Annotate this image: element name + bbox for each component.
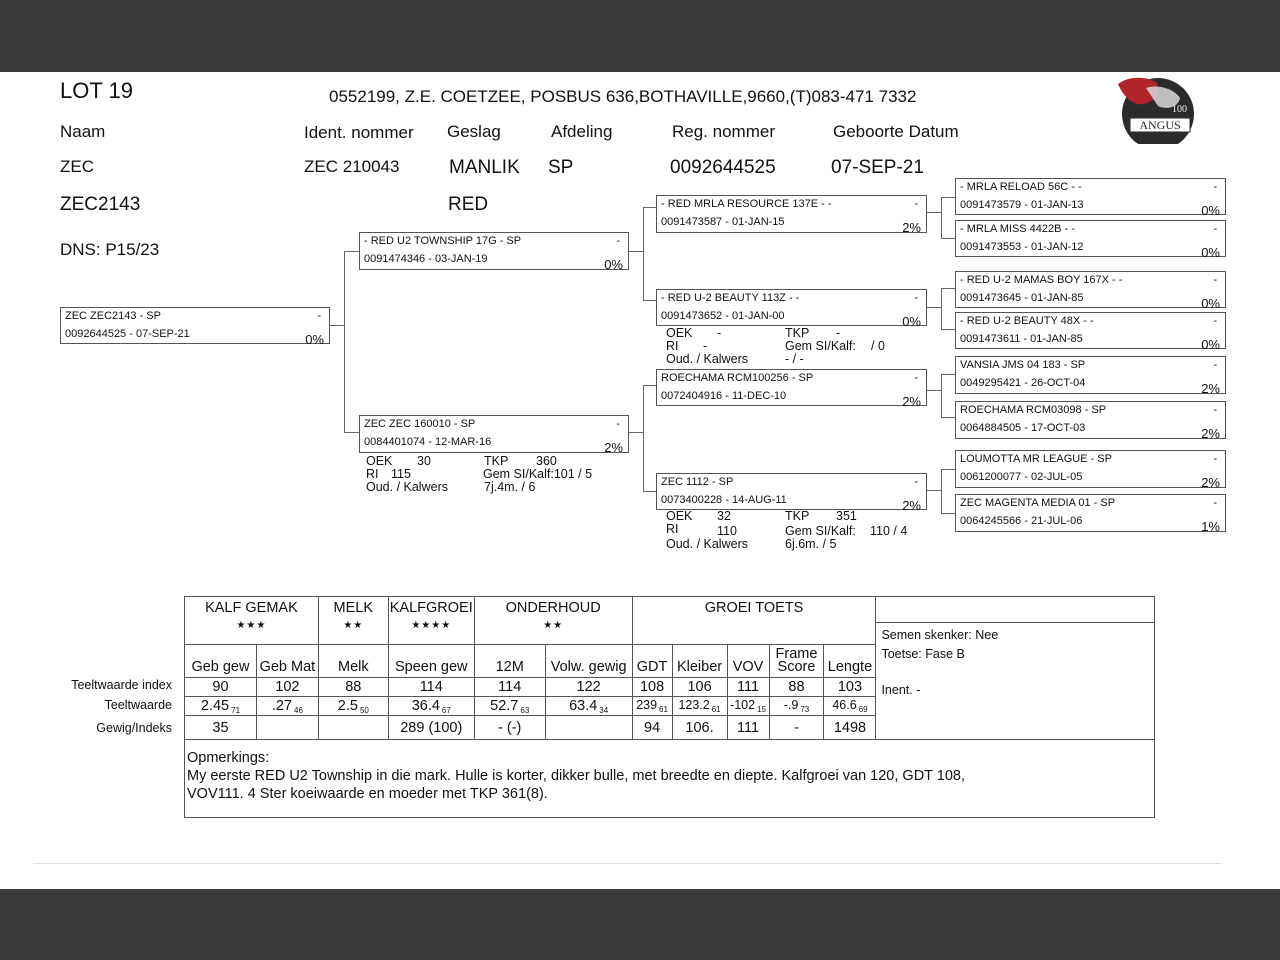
connector bbox=[643, 207, 657, 208]
index-value: 114 bbox=[474, 678, 545, 697]
connector bbox=[628, 432, 644, 433]
stat-label: RI bbox=[366, 467, 379, 481]
pedigree-reg: 0084401074 - 12-MAR-16 bbox=[364, 436, 492, 448]
pedigree-reg: 0091473652 - 01-JAN-00 bbox=[661, 310, 785, 322]
stat-label: TKP bbox=[785, 326, 810, 340]
pedigree-name: ZEC ZEC2143 - SP bbox=[65, 310, 161, 322]
pedigree-reg: 0091473579 - 01-JAN-13 bbox=[960, 199, 1084, 211]
row-label-index: Teeltwaarde index bbox=[71, 678, 172, 692]
animal-ident: ZEC 210043 bbox=[304, 157, 400, 176]
teeltwaarde-value: -.9 bbox=[783, 698, 799, 712]
pedigree-pct: 0% bbox=[604, 257, 623, 272]
pedigree-reg: 0091474346 - 03-JAN-19 bbox=[364, 253, 488, 265]
connector bbox=[926, 307, 942, 308]
header-afdeling: Afdeling bbox=[551, 122, 613, 141]
pedigree-dash: - bbox=[1213, 453, 1217, 465]
pedigree-sire-dam bbox=[656, 289, 927, 329]
remarks-line-1: My eerste RED U2 Township in die mark. Hulle is korter, dikker bulle, met breedte en diepte. Kalfgroei van 120, GDT 108, bbox=[187, 768, 966, 784]
logo-text: ANGUS bbox=[1139, 118, 1181, 132]
pedigree-name: - RED U-2 BEAUTY 113Z - - bbox=[661, 292, 800, 304]
pedigree-dam-dam bbox=[656, 473, 927, 513]
header-reg: Reg. nommer bbox=[672, 122, 775, 141]
pedigree-ddd bbox=[955, 494, 1226, 532]
pedigree-pct: 0% bbox=[1201, 337, 1220, 352]
column-header: Frame Score bbox=[769, 645, 824, 678]
connector bbox=[344, 251, 345, 433]
pedigree-reg: 0091473587 - 01-JAN-15 bbox=[661, 216, 785, 228]
header-naam: Naam bbox=[60, 122, 106, 141]
teeltwaarde-cell bbox=[474, 697, 545, 716]
stat-value: 360 bbox=[536, 454, 557, 468]
teeltwaarde-value: 36.4 bbox=[411, 697, 440, 714]
index-value: 111 bbox=[727, 678, 769, 697]
connector bbox=[941, 469, 942, 514]
stars-icon: ★★ bbox=[543, 620, 564, 631]
index-value: 103 bbox=[824, 678, 876, 697]
stat-value: - bbox=[836, 326, 841, 340]
connector bbox=[941, 374, 942, 418]
column-header: Volw. gewig bbox=[545, 645, 632, 678]
pedigree-name: - MRLA MISS 4422B - - bbox=[960, 223, 1075, 235]
teeltwaarde-cell bbox=[185, 697, 257, 716]
pedigree-dsd bbox=[955, 401, 1226, 439]
pedigree-pct: 2% bbox=[1201, 475, 1220, 490]
accuracy-value: 50 bbox=[359, 705, 369, 715]
teeltwaarde-value: 46.6 bbox=[832, 698, 857, 712]
pedigree-dam-sire bbox=[656, 369, 927, 409]
column-header: Lengte bbox=[824, 645, 876, 678]
remarks-line-2: VOV111. 4 Ster koeiwaarde en moeder met TKP 361(8). bbox=[187, 786, 548, 802]
pedigree-dash: - bbox=[914, 476, 918, 488]
teeltwaarde-value: 123.2 bbox=[678, 698, 710, 712]
connector bbox=[643, 491, 657, 492]
pedigree-name: ROECHAMA RCM100256 - SP bbox=[661, 372, 814, 384]
pedigree-pct: 0% bbox=[305, 332, 324, 347]
pedigree-pct: 2% bbox=[902, 498, 921, 513]
pedigree-reg: 0092644525 - 07-SEP-21 bbox=[65, 328, 190, 340]
pedigree-sdd bbox=[955, 312, 1226, 352]
accuracy-value: 46 bbox=[294, 705, 303, 715]
column-header: GDT bbox=[632, 645, 672, 678]
group-onderhoud: ONDERHOUD ★★ bbox=[474, 597, 632, 645]
pedigree-dash: - bbox=[616, 235, 620, 247]
connector bbox=[941, 197, 956, 198]
pedigree-pct: 2% bbox=[1201, 381, 1220, 396]
group-groei-toets: GROEI TOETS bbox=[632, 597, 876, 645]
stat-value: 110 bbox=[717, 524, 737, 538]
stat-value: 7j.4m. / 6 bbox=[484, 480, 536, 494]
stat-label: OEK bbox=[366, 454, 393, 468]
pedigree-dam bbox=[359, 415, 629, 453]
pedigree-reg: 0064245566 - 21-JUL-06 bbox=[960, 515, 1083, 527]
stat-value: - / - bbox=[785, 352, 804, 366]
pedigree-dash: - bbox=[914, 198, 918, 210]
stat-value: 32 bbox=[717, 509, 731, 523]
header-geslag: Geslag bbox=[447, 122, 501, 141]
stat-label: OEK bbox=[666, 326, 693, 340]
pedigree-reg: 0091473611 - 01-JAN-85 bbox=[960, 333, 1083, 345]
gewig-value: 35 bbox=[185, 716, 257, 740]
accuracy-value: 71 bbox=[231, 705, 241, 715]
pedigree-dash: - bbox=[914, 292, 918, 304]
connector bbox=[941, 374, 956, 375]
pedigree-pct: 0% bbox=[1201, 245, 1220, 260]
connector bbox=[941, 513, 956, 514]
pedigree-sds bbox=[955, 271, 1226, 311]
animal-dns: DNS: P15/23 bbox=[60, 240, 160, 259]
animal-geboorte: 07-SEP-21 bbox=[831, 157, 924, 178]
stat-value: 30 bbox=[417, 454, 431, 468]
accuracy-value: 73 bbox=[800, 705, 810, 714]
stat-label: Oud. / Kalwers bbox=[666, 352, 748, 366]
animal-geslag: MANLIK bbox=[449, 157, 520, 178]
gewig-value: - bbox=[769, 716, 824, 740]
teeltwaarde-value: .27 bbox=[271, 697, 293, 714]
animal-reg: 0092644525 bbox=[670, 157, 776, 178]
stat-value: / 0 bbox=[871, 339, 885, 353]
index-value: 102 bbox=[256, 678, 318, 697]
stat-label: TKP bbox=[484, 454, 509, 468]
pedigree-name: ZEC ZEC 160010 - SP bbox=[364, 418, 476, 430]
column-header: VOV bbox=[727, 645, 769, 678]
stat-label: OEK bbox=[666, 509, 693, 523]
pedigree-dash: - bbox=[317, 310, 321, 322]
stat-label: RI bbox=[666, 339, 679, 353]
stat-value: 6j.6m. / 5 bbox=[785, 537, 837, 551]
pedigree-name: - RED MRLA RESOURCE 137E - - bbox=[661, 198, 832, 210]
teeltwaarde-cell bbox=[318, 697, 388, 716]
pedigree-dash: - bbox=[1213, 315, 1217, 327]
semen-donor: Semen skenker: Nee bbox=[881, 628, 999, 642]
pedigree-name: ROECHAMA RCM03098 - SP bbox=[960, 404, 1107, 416]
teeltwaarde-value: 239 bbox=[636, 698, 658, 712]
stat-value: 110 / 4 bbox=[870, 524, 908, 538]
stars-icon: ★★ bbox=[343, 620, 364, 631]
pedigree-sss bbox=[955, 178, 1226, 218]
accuracy-value: 34 bbox=[599, 705, 609, 715]
stat-value: 351 bbox=[836, 509, 857, 523]
accuracy-value: 15 bbox=[757, 705, 766, 714]
pedigree-pct: 2% bbox=[902, 394, 921, 409]
pedigree-name: - MRLA RELOAD 56C - - bbox=[960, 181, 1082, 193]
connector bbox=[643, 385, 657, 386]
stat-value: - bbox=[717, 326, 722, 340]
teeltwaarde-cell bbox=[824, 697, 876, 716]
pedigree-dash: - bbox=[1213, 404, 1217, 416]
gewig-value: 289 (100) bbox=[388, 716, 474, 740]
gewig-value: 111 bbox=[727, 716, 769, 740]
stat-label: TKP bbox=[785, 509, 810, 523]
pedigree-dash: - bbox=[1213, 181, 1217, 193]
group-melk: MELK ★★ bbox=[318, 597, 388, 645]
gewig-value bbox=[318, 716, 388, 740]
pedigree-reg: 0049295421 - 26-OCT-04 bbox=[960, 377, 1086, 389]
connector bbox=[941, 238, 956, 239]
remarks-label: Opmerkings: bbox=[187, 750, 270, 766]
top-bar bbox=[0, 0, 1280, 72]
gewig-value bbox=[256, 716, 318, 740]
pedigree-dash: - bbox=[616, 418, 620, 430]
pedigree-pct: 0% bbox=[902, 314, 921, 329]
accuracy-value: 69 bbox=[858, 705, 868, 714]
pedigree-dss bbox=[955, 356, 1226, 394]
teeltwaarde-value: -102 bbox=[730, 698, 756, 712]
accuracy-value: 61 bbox=[659, 705, 668, 714]
toetse: Toetse: Fase B bbox=[881, 647, 965, 661]
pedigree-reg: 0061200077 - 02-JUL-05 bbox=[960, 471, 1083, 483]
stat-label: RI bbox=[666, 522, 679, 536]
connector bbox=[926, 212, 942, 213]
teeltwaarde-cell bbox=[545, 697, 632, 716]
teeltwaarde-value: 2.5 bbox=[337, 697, 358, 714]
pedigree-name: - RED U-2 MAMAS BOY 167X - - bbox=[960, 274, 1123, 286]
breeder-info: 0552199, Z.E. COETZEE, POSBUS 636,BOTHAVILLE,9660,(T)083-471 7332 bbox=[329, 87, 917, 106]
pedigree-reg: 0091473645 - 01-JAN-85 bbox=[960, 292, 1084, 304]
lot-number: LOT 19 bbox=[60, 78, 133, 103]
connector bbox=[941, 417, 956, 418]
stat-label: Oud. / Kalwers bbox=[666, 537, 748, 551]
stat-label: Oud. / Kalwers bbox=[366, 480, 448, 494]
stat-label: Gem SI/Kalf: bbox=[785, 524, 856, 538]
pedigree-name: VANSIA JMS 04 183 - SP bbox=[960, 359, 1086, 371]
stat-label: Gem SI/Kalf:101 / 5 bbox=[483, 467, 593, 481]
pedigree-dash: - bbox=[1213, 223, 1217, 235]
connector bbox=[926, 490, 942, 491]
pedigree-reg: 0072404916 - 11-DEC-10 bbox=[661, 390, 787, 402]
pedigree-dash: - bbox=[1213, 497, 1217, 509]
side-info bbox=[876, 597, 1155, 740]
pedigree-name: ZEC MAGENTA MEDIA 01 - SP bbox=[960, 497, 1116, 509]
teeltwaarde-cell bbox=[727, 697, 769, 716]
connector bbox=[628, 251, 644, 252]
connector bbox=[941, 288, 956, 289]
pedigree-sire-sire bbox=[656, 195, 927, 233]
pedigree-self bbox=[60, 307, 330, 347]
pedigree-dash: - bbox=[1213, 274, 1217, 286]
teeltwaarde-cell bbox=[672, 697, 727, 716]
pedigree-dash: - bbox=[1213, 359, 1217, 371]
teeltwaarde-cell bbox=[256, 697, 318, 716]
teeltwaarde-value: 52.7 bbox=[490, 697, 519, 714]
pedigree-pct: 2% bbox=[1201, 426, 1220, 441]
svg-text:100: 100 bbox=[1172, 104, 1187, 115]
pedigree-pct: 0% bbox=[1201, 296, 1220, 311]
connector bbox=[329, 325, 345, 326]
group-kalfgroei: KALFGROEI ★★★★ bbox=[388, 597, 474, 645]
row-label-teeltwaarde: Teeltwaarde bbox=[104, 698, 172, 712]
column-header: Kleiber bbox=[672, 645, 727, 678]
column-header: Speen gew bbox=[388, 645, 474, 678]
animal-afdeling: SP bbox=[548, 157, 574, 178]
gewig-value: 1498 bbox=[824, 716, 876, 740]
pedigree-name: - RED U2 TOWNSHIP 17G - SP bbox=[364, 235, 522, 247]
stat-label: Gem SI/Kalf: bbox=[785, 339, 856, 353]
connector bbox=[941, 288, 942, 330]
connector bbox=[643, 207, 644, 301]
index-value: 106 bbox=[672, 678, 727, 697]
header-ident: Ident. nommer bbox=[304, 123, 414, 142]
index-value: 114 bbox=[388, 678, 474, 697]
gewig-value: 106. bbox=[672, 716, 727, 740]
gewig-value: - (-) bbox=[474, 716, 545, 740]
pedigree-dds bbox=[955, 450, 1226, 488]
teeltwaarde-cell bbox=[388, 697, 474, 716]
column-header: Melk bbox=[318, 645, 388, 678]
accuracy-value: 63 bbox=[520, 705, 530, 715]
index-value: 88 bbox=[769, 678, 824, 697]
pedigree-name: - RED U-2 BEAUTY 48X - - bbox=[960, 315, 1094, 327]
column-header: Geb Mat bbox=[256, 645, 318, 678]
gewig-value: 94 bbox=[632, 716, 672, 740]
accuracy-value: 67 bbox=[441, 705, 451, 715]
teeltwaarde-value: 63.4 bbox=[569, 697, 598, 714]
connector bbox=[643, 300, 657, 301]
stat-value: - bbox=[703, 339, 708, 353]
inent: Inent. - bbox=[881, 683, 921, 697]
connector bbox=[926, 390, 942, 391]
connector bbox=[643, 385, 644, 492]
teeltwaarde-cell bbox=[632, 697, 672, 716]
connector bbox=[941, 469, 956, 470]
teeltwaarde-cell bbox=[769, 697, 824, 716]
index-value: 122 bbox=[545, 678, 632, 697]
connector bbox=[941, 329, 956, 330]
bottom-bar bbox=[0, 889, 1280, 960]
stars-icon: ★★★★ bbox=[411, 620, 452, 631]
pedigree-pct: 2% bbox=[902, 220, 921, 235]
pedigree-reg: 0073400228 - 14-AUG-11 bbox=[661, 494, 787, 506]
connector bbox=[344, 432, 360, 433]
accuracy-value: 61 bbox=[711, 705, 721, 714]
group-kalf-gemak: KALF GEMAK ★★★ bbox=[185, 597, 319, 645]
index-value: 108 bbox=[632, 678, 672, 697]
pedigree-ssd bbox=[955, 220, 1226, 260]
header-geboorte: Geboorte Datum bbox=[833, 122, 959, 141]
column-header: 12M bbox=[474, 645, 545, 678]
animal-prefix: ZEC bbox=[60, 157, 94, 176]
index-value: 88 bbox=[318, 678, 388, 697]
pedigree-name: LOUMOTTA MR LEAGUE - SP bbox=[960, 453, 1112, 465]
column-header: Geb gew bbox=[185, 645, 257, 678]
pedigree-name: ZEC 1112 - SP bbox=[661, 476, 734, 488]
row-label-gewig: Gewig/Indeks bbox=[96, 721, 172, 735]
pedigree-pct: 0% bbox=[1201, 203, 1220, 218]
connector bbox=[941, 197, 942, 239]
gewig-value bbox=[545, 716, 632, 740]
pedigree-pct: 1% bbox=[1201, 519, 1220, 534]
divider bbox=[33, 863, 1221, 864]
stars-icon: ★★★ bbox=[236, 620, 267, 631]
animal-name: ZEC2143 bbox=[60, 194, 141, 215]
teeltwaarde-value: 2.45 bbox=[200, 697, 230, 714]
pedigree-reg: 0064884505 - 17-OCT-03 bbox=[960, 422, 1086, 434]
pedigree-pct: 2% bbox=[604, 440, 623, 455]
pedigree-sire bbox=[359, 232, 629, 270]
stat-value: 115 bbox=[391, 467, 411, 481]
animal-colour: RED bbox=[448, 194, 489, 215]
index-value: 90 bbox=[185, 678, 257, 697]
angus-logo bbox=[1116, 74, 1194, 144]
pedigree-reg: 0091473553 - 01-JAN-12 bbox=[960, 241, 1084, 253]
connector bbox=[344, 251, 360, 252]
pedigree-dash: - bbox=[914, 372, 918, 384]
